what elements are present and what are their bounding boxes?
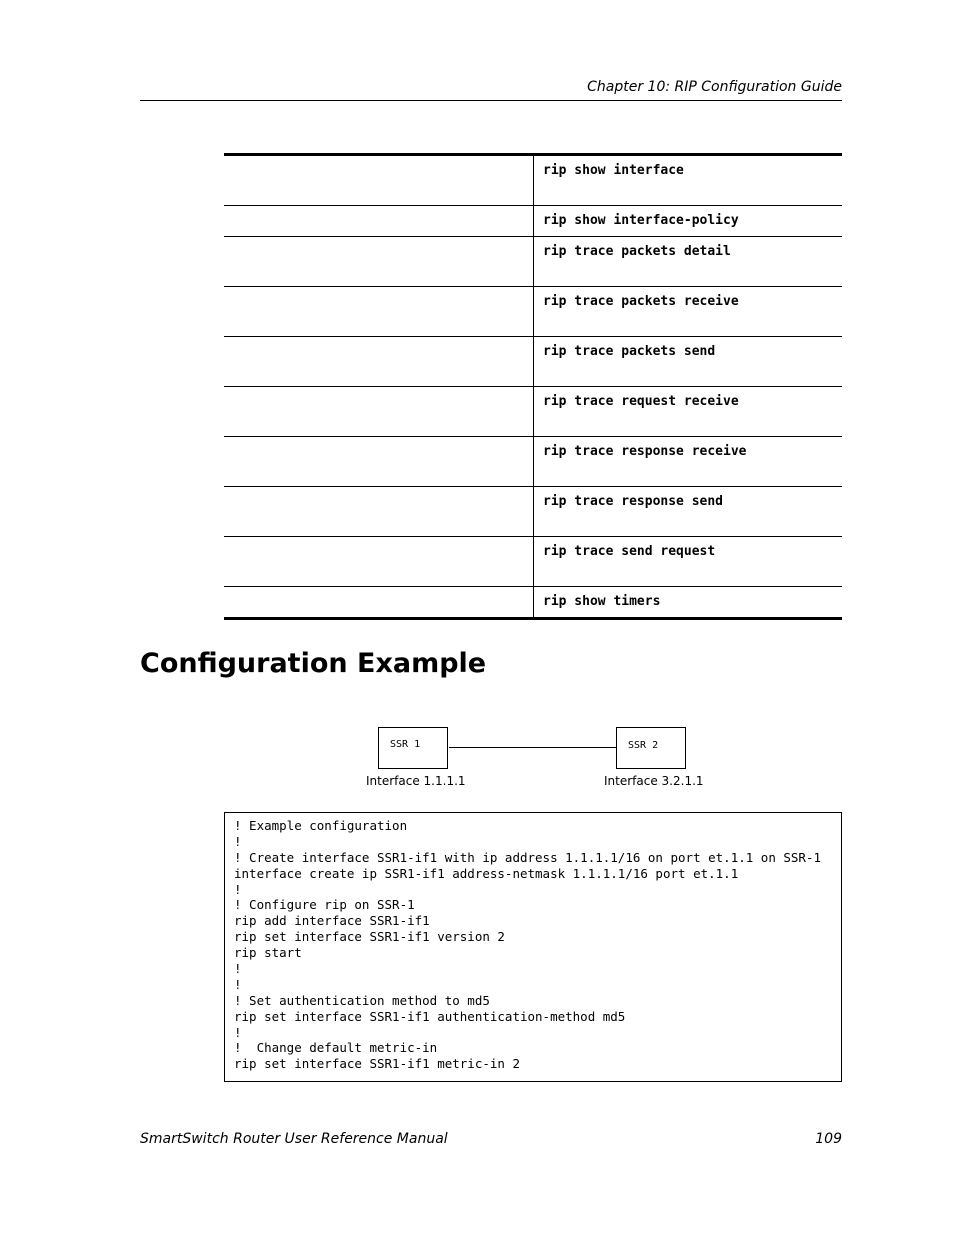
code-example-block — [224, 812, 842, 1082]
table-row — [224, 436, 842, 486]
header-divider — [140, 100, 842, 101]
table-cell-command: rip trace response receive — [543, 444, 747, 459]
code-line: rip add interface SSR1-if1 — [234, 913, 430, 929]
code-line: rip set interface SSR1-if1 authentication-method md5 — [234, 1008, 626, 1024]
code-line: ! Create interface SSR1-if1 with ip address 1.1.1.1/16 on port et.1.1 on SSR-1 — [234, 849, 821, 865]
router-ssr1-label: SSR 1 — [390, 739, 421, 750]
table-cell-description — [224, 337, 534, 386]
router-ssr1-box — [378, 727, 448, 769]
table-cell-command: rip trace packets detail — [543, 244, 731, 259]
table-cell-command: rip trace request receive — [543, 394, 739, 409]
footer-manual-title: SmartSwitch Router User Reference Manual — [140, 1131, 448, 1147]
code-line: ! Configure rip on SSR-1 — [234, 897, 415, 913]
code-line: ! Change default metric-in — [234, 1040, 438, 1056]
chapter-title: Chapter 10: RIP Configuration Guide — [587, 79, 842, 95]
table-cell-description — [224, 387, 534, 436]
table-row — [224, 336, 842, 386]
table-row — [224, 386, 842, 436]
table-row — [224, 536, 842, 586]
table-cell-description — [224, 587, 534, 617]
table-cell-command: rip trace packets receive — [543, 294, 739, 309]
router-ssr2-label: SSR 2 — [628, 740, 659, 751]
code-line: rip start — [234, 945, 302, 961]
table-cell-description — [224, 487, 534, 536]
table-cell-command: rip trace response send — [543, 494, 724, 509]
section-title: Configuration Example — [140, 648, 487, 679]
code-line: rip set interface SSR1-if1 metric-in 2 — [234, 1056, 520, 1072]
table-cell-description — [224, 437, 534, 486]
table-row — [224, 486, 842, 536]
code-line: rip set interface SSR1-if1 version 2 — [234, 929, 505, 945]
table-cell-command: rip trace packets send — [543, 344, 716, 359]
table-row — [224, 156, 842, 205]
table-cell-description — [224, 237, 534, 286]
table-cell-command: rip show interface — [543, 163, 684, 178]
code-line: ! — [234, 833, 242, 849]
table-cell-description — [224, 206, 534, 236]
interface2-label: Interface 3.2.1.1 — [604, 774, 704, 788]
table-cell-command: rip show interface-policy — [543, 213, 739, 228]
code-line: ! Example configuration — [234, 818, 408, 833]
command-table — [224, 153, 842, 620]
table-cell-command: rip trace send request — [543, 544, 716, 559]
code-line: interface create ip SSR1-if1 address-netmask 1.1.1.1/16 port et.1.1 — [234, 865, 739, 881]
table-row — [224, 586, 842, 617]
code-line: ! — [234, 1024, 242, 1040]
code-line: ! — [234, 881, 242, 897]
table-row — [224, 205, 842, 236]
code-line: ! — [234, 976, 242, 992]
code-line: ! Set authentication method to md5 — [234, 992, 490, 1008]
table-cell-command: rip show timers — [543, 594, 661, 609]
router-ssr2-box — [616, 727, 686, 769]
table-row — [224, 286, 842, 336]
table-cell-description — [224, 287, 534, 336]
network-link-line — [449, 747, 616, 748]
table-row — [224, 236, 842, 286]
code-line: ! — [234, 961, 242, 977]
table-cell-description — [224, 537, 534, 586]
footer-page-number: 109 — [815, 1131, 842, 1147]
table-cell-description — [224, 156, 534, 205]
interface1-label: Interface 1.1.1.1 — [366, 774, 466, 788]
